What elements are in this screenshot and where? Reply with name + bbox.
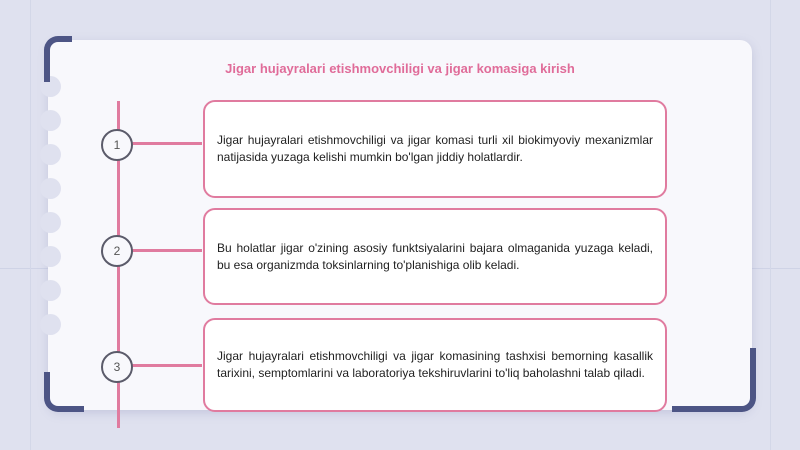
binder-hole [40,246,61,267]
step-box [203,100,667,198]
step-connector [132,364,202,367]
binder-hole [40,144,61,165]
corner-bracket-bottom-left [44,372,84,412]
binder-hole [40,212,61,233]
step-box [203,208,667,305]
background-line [770,0,771,450]
binder-hole [40,110,61,131]
step-connector [132,142,202,145]
corner-bracket-bottom-right [672,348,756,412]
corner-bracket-top-left [44,36,72,82]
step-number-marker: 2 [101,235,133,267]
step-number-marker: 3 [101,351,133,383]
step-text: Bu holatlar jigar o'zining asosiy funktsiyalarini bajara olmaganida yuzaga keladi, bu esa organizmda toksinlarning to'planishiga olib keladi. [217,240,653,272]
step-connector [132,249,202,252]
diagram-title: Jigar hujayralari etishmovchiligi va jigar komasiga kirish [225,61,575,76]
binder-hole [40,314,61,335]
step-text: Jigar hujayralari etishmovchiligi va jigar komasi turli xil biokimyoviy mexanizmlar natijasida yuzaga kelishi mumkin bo'lgan jiddiy holatlardir. [217,133,653,164]
step-number-marker: 1 [101,129,133,161]
binder-hole [40,178,61,199]
step-box [203,318,667,412]
background-line [30,0,31,450]
binder-hole [40,280,61,301]
step-text: Jigar hujayralari etishmovchiligi va jigar komasining tashxisi bemorning kasallik tarixini, semptomlarini va laboratoriya tekshiruvlarini to'liq baholashni talab qiladi. [217,349,653,380]
